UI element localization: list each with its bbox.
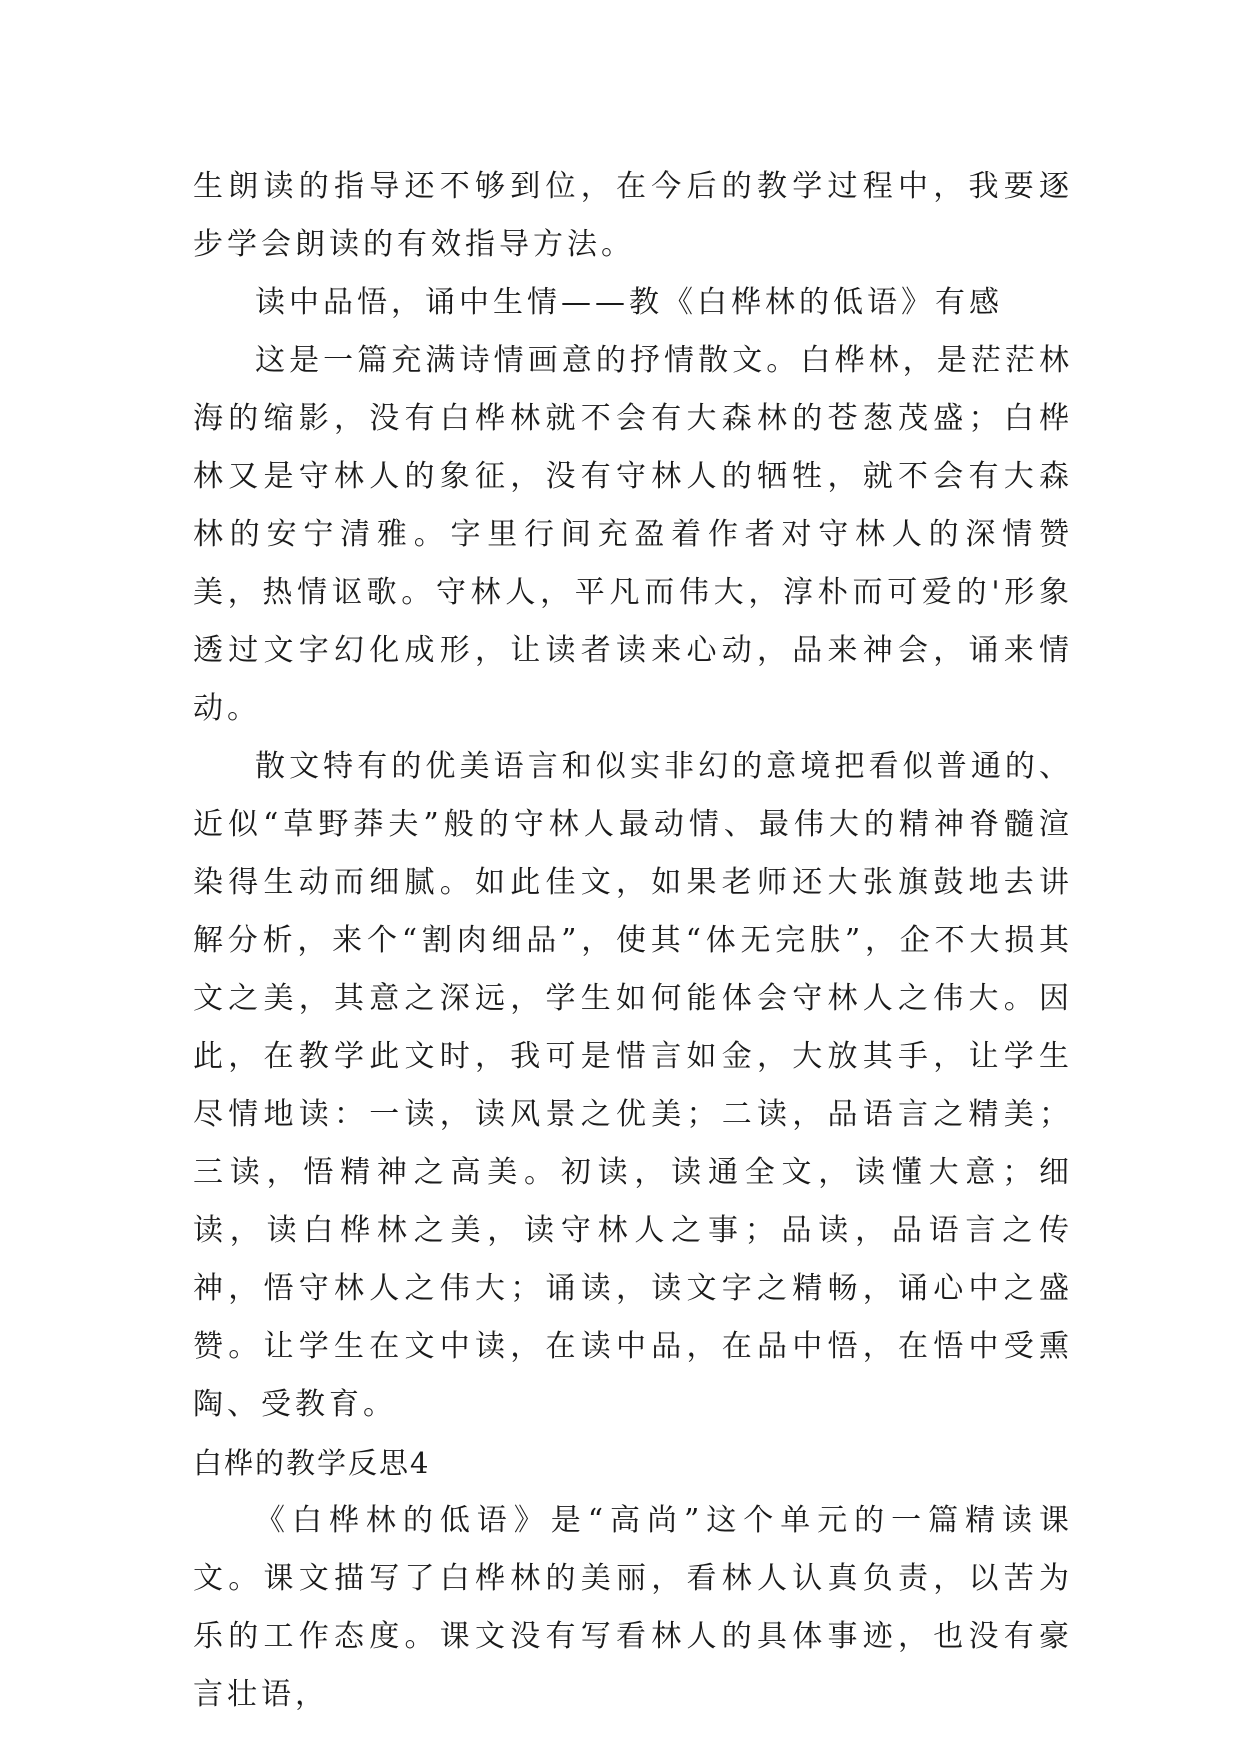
paragraph-subtitle: 读中品悟，诵中生情——教《白桦林的低语》有感 bbox=[255, 285, 1003, 320]
paragraph-prose-intro: 这是一篇充满诗情画意的抒情散文。白桦林，是茫茫林海的缩影，没有白桦林就不会有大森林的苍葱茂盛；白桦林又是守林人的象征，没有守林人的牺牲，就不会有大森林的安宁清雅。字里行间充盈着作者对守林人的深情赞美，热情讴歌。守林人，平凡而伟大，淳朴而可爱的'形象透过文字幻化成形，让读者读来心动，品来神会，诵来情动。 bbox=[193, 343, 1073, 726]
paragraph-teaching-method: 散文特有的优美语言和似实非幻的意境把看似普通的、近似“草野莽夫”般的守林人最动情、最伟大的精神脊髓渲染得生动而细腻。如此佳文，如果老师还大张旗鼓地去讲解分析，来个“割肉细品”，使其“体无完肤”，企不大损其文之美，其意之深远，学生如何能体会守林人之伟大。因此，在教学此文时，我可是惜言如金，大放其手，让学生尽情地读：一读，读风景之优美；二读，品语言之精美；三读，悟精神之高美。初读，读通全文，读懂大意；细读，读白桦林之美，读守林人之事；品读，品语言之传神，悟守林人之伟大；诵读，读文字之精畅，诵心中之盛赞。让学生在文中读，在读中品，在品中悟，在悟中受熏陶、受教育。 bbox=[193, 749, 1073, 1422]
document-page bbox=[193, 158, 1073, 1724]
section-heading: 白桦的教学反思4 bbox=[193, 1446, 431, 1480]
paragraph-lesson-summary: 《白桦林的低语》是“高尚”这个单元的一篇精读课文。课文描写了白桦林的美丽，看林人认真负责，以苦为乐的工作态度。课文没有写看林人的具体事迹，也没有豪言壮语， bbox=[193, 1503, 1073, 1712]
paragraph-reading-guidance: 生朗读的指导还不够到位，在今后的教学过程中，我要逐步学会朗读的有效指导方法。 bbox=[193, 169, 1073, 262]
